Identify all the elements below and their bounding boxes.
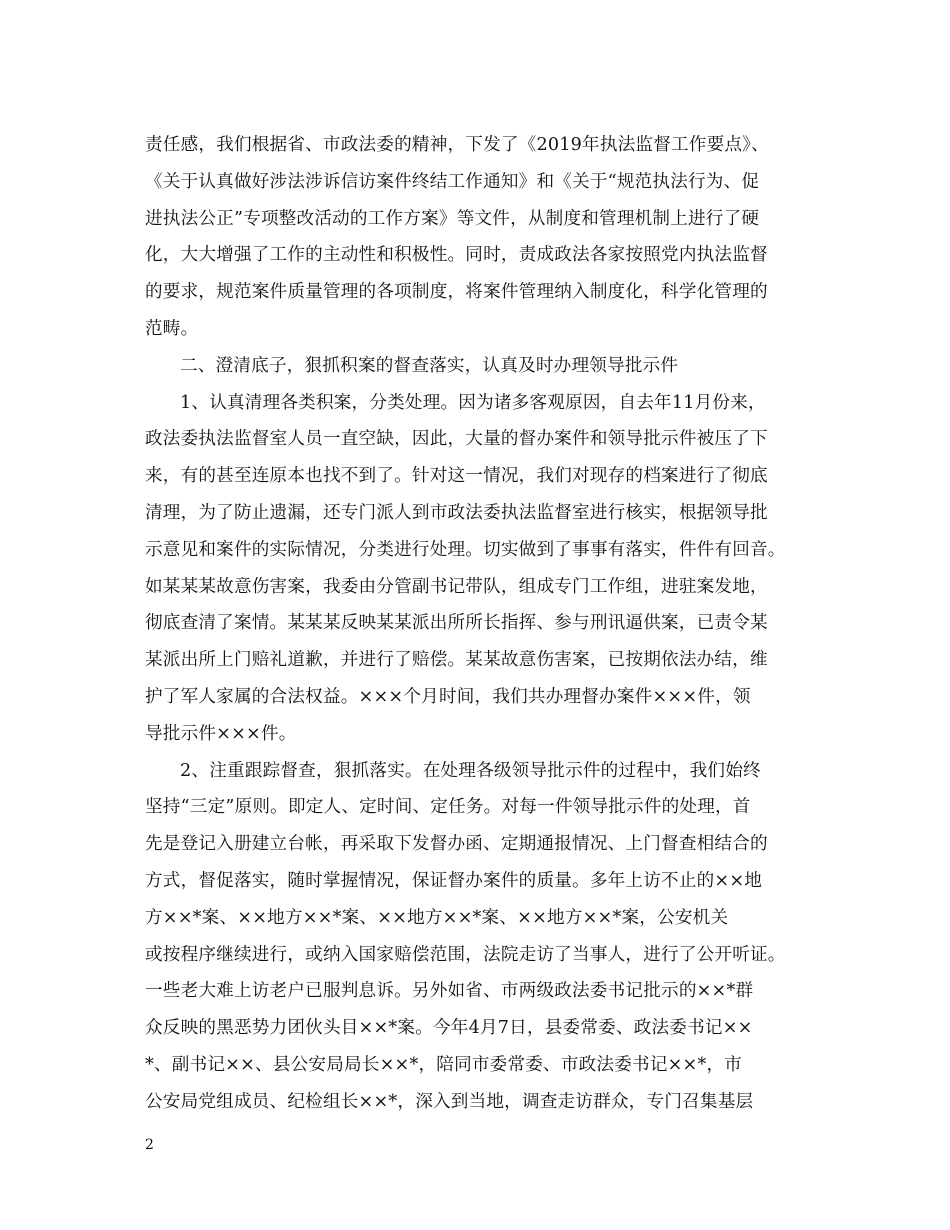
text-line: 清理，为了防止遗漏，还专门派人到市政法委执法监督室进行核实，根据领导批 [145, 502, 768, 523]
text-line: 2、注重跟踪督查，狠抓落实。在处理各级领导批示件的过程中，我们始终 [180, 760, 761, 781]
text-line: *、副书记××、县公安局局长××*，陪同市委常委、市政法委书记××*，市 [145, 1054, 743, 1075]
text-line: 彻底查清了案情。某某某反映某某派出所所长指挥、参与刑讯逼供案，已责令某 [145, 613, 768, 634]
text-line: 范畴。 [145, 318, 199, 339]
body-text [145, 127, 835, 1121]
text-line: 护了军人家属的合法权益。×××个月时间，我们共办理督办案件×××件，领 [145, 686, 751, 707]
text-line: 方××*案、××地方××*案、××地方××*案、××地方××*案，公安机关 [145, 907, 729, 928]
text-line: 责任感，我们根据省、市政法委的精神，下发了《2019年执法监督工作要点》、 [145, 135, 769, 155]
text-line: 来，有的甚至连原本也找不到了。针对这一情况，我们对现存的档案进行了彻底 [145, 466, 768, 487]
text-line: 化，大大增强了工作的主动性和积极性。同时，责成政法各家按照党内执法监督 [145, 245, 768, 266]
text-line: 方式，督促落实，随时掌握情况，保证督办案件的质量。多年上访不止的××地 [145, 870, 763, 891]
text-line: 坚持“三定”原则。即定人、定时间、定任务。对每一件领导批示件的处理，首 [145, 797, 751, 818]
text-line: 众反映的黑恶势力团伙头目××*案。今年4月7日，县委常委、政法委书记×× [145, 1018, 753, 1039]
text-line: 二、澄清底子，狠抓积案的督查落实，认真及时办理领导批示件 [180, 355, 679, 376]
text-line: 先是登记入册建立台帐，再采取下发督办函、定期通报情况、上门督查相结合的 [145, 834, 768, 855]
page-number: 2 [145, 1137, 154, 1153]
text-line: 如某某某故意伤害案，我委由分管副书记带队，组成专门工作组，进驻案发地， [145, 576, 768, 597]
text-line: 进执法公正”专项整改活动的工作方案》等文件，从制度和管理机制上进行了硬 [145, 208, 760, 229]
text-line: 《关于认真做好涉法涉诉信访案件终结工作通知》和《关于“规范执法行为、促 [145, 171, 760, 192]
text-line: 导批示件×××件。 [145, 723, 297, 744]
text-line: 公安局党组成员、纪检组长××*，深入到当地，调查走访群众，专门召集基层 [145, 1091, 754, 1112]
text-line: 的要求，规范案件质量管理的各项制度，将案件管理纳入制度化，科学化管理的 [145, 282, 768, 303]
text-line: 一些老大难上访老户已服判息诉。另外如省、市两级政法委书记批示的××*群 [145, 981, 754, 1002]
text-line: 示意见和案件的实际情况，分类进行处理。切实做到了事事有落实，件件有回音。 [145, 539, 786, 560]
text-line: 1、认真清理各类积案，分类处理。因为诸多客观原因，自去年11月份来， [180, 392, 766, 413]
text-line: 某派出所上门赔礼道歉，并进行了赔偿。某某故意伤害案，已按期依法办结，维 [145, 650, 768, 671]
text-line: 或按程序继续进行，或纳入国家赔偿范围，法院走访了当事人，进行了公开听证。 [145, 944, 786, 965]
text-line: 政法委执法监督室人员一直空缺，因此，大量的督办案件和领导批示件被压了下 [145, 429, 768, 450]
